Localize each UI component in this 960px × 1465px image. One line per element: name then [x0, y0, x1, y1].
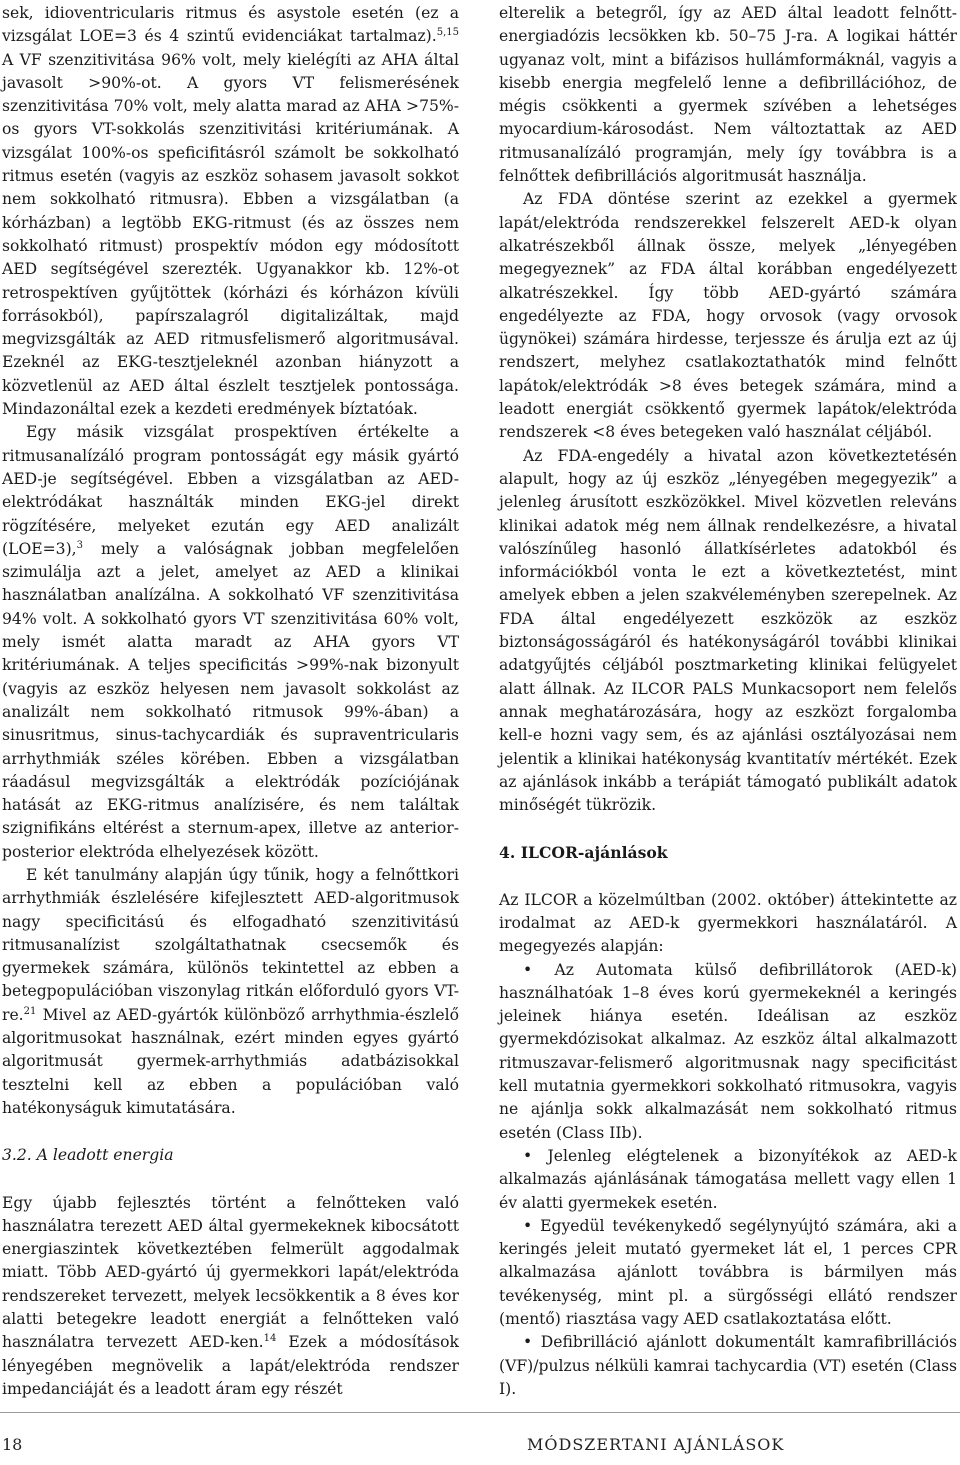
bullet-item: • Defibrilláció ajánlott dokumentált kamrafibrillációs (VF)/pulzus nélküli kamrai tachycardia (VT) esetén (Class I).	[499, 1331, 957, 1401]
bullet-icon	[523, 1333, 541, 1351]
citation-ref: 14	[263, 1333, 277, 1345]
bullet-item: • Az Automata külső defibrillátorok (AED-k) használhatóak 1–8 éves korú gyermekeknél a keringés jeleinek hiánya esetén. Ideálisan az eszköz gyermekdózisokat alkalmaz. Az eszköz által alkalmazott ritmuszavar-felismerő algoritmusnak nagy specificitást kell mutatnia gyermekkori sokkolható ritmusokra, vagyis ne ajánlja sokk alkalmazását nem sokkolható ritmus esetén (Class IIb).	[499, 959, 957, 1145]
body-paragraph: Egy másik vizsgálat prospektíven értékelte a ritmusanalízáló program pontosságát egy másik gyártó AED-je segítségével. Ebben a vizsgálatban az AED-elektródákat használták minden EKG-jel direkt rögzítésére, melyeket ezután egy AED analizált (LOE=3),$^3$ mely a valóságnak jobban megfelelően szimulálja azt a jelet, amelyet az AED a klinikai használatban analízálna. A sokkolható VF szenzitivitása 94% volt. A sokkolható gyors VT szenzitivitása 60% volt, mely ismét alatta maradt az AHA gyors VT kritériumának. A teljes specificitás >99%-nak bizonyult (vagyis az eszköz helyesen nem javasolt sokkolást az analizált nem sokkolható ritmusok 99%-ában) a sinusritmus, sinus-tachycardiák és supraventricularis arrhythmiák széles körében. Ebben a vizsgálatban ráadásul megvizsgálták a elektródák pozíciójának hatását az EKG-ritmus analízisére, és nem találtak szignifikáns eltérést a sternum-apex, illetve az anterior-posterior elektróda elhelyezések között.	[2, 423, 459, 861]
body-paragraph: sek, idioventricularis ritmus és asystole esetén (ez a vizsgálat LOE=3 és 4 szintű evidenciákat tartalmaz).$^{5,15}$ A VF szenzitivitása 96% volt, mely kielégíti az AHA által javasolt >90%-ot. A gyors VT felismerésének szenzitivitása 70% volt, mely alatta marad az AHA >75%-os gyors VT-sokkolás szenzitivitási kritériumának. A vizsgálat 100%-os speficifitásról számolt be sokkolható ritmus esetén (vagyis az eszköz sohasem javasolt sokkot nem sokkolható ritmusra). Ebben a vizsgálatban (a kórházban) a legtöbb EKG-ritmust (és az összes nem sokkolható ritmust) prospektív módon egy módosított AED segítségével szerezték. Ugyanakkor kb. 12%-ot retrospektíven gyűjtöttek (kórházi és kórházon kívüli forrásokból), papírszalagról digitalizáltak, majd megvizsgálták az AED ritmusfelismerő algoritmusával. Ezeknél az EKG-tesztjeleknél azonban hiányzott a közvetlenül az AED által észlelt tesztjelek pontossága. Mindazonáltal ezek a kezdeti eredmények bíztatóak.	[2, 4, 459, 419]
running-title: MÓDSZERTANI AJÁNLÁSOK	[527, 1435, 785, 1454]
section-heading-3-2: 3.2. A leadott energia	[2, 1146, 174, 1165]
body-paragraph: Egy újabb fejlesztés történt a felnőtteken való használatra terezett AED által gyermekeknek kibocsátott energiaszintek következtében felmerült aggodalmak miatt. Több AED-gyártó új gyermekkori lapát/elektróda rendszereket tervezett, melyek lecsökkentik a 8 éves kor alatti betegekre leadott energiát a felnőtteken való használatra tervezett AED-ken.$^{14}$ Ezek a módosítások lényegében megnövelik a lapát/elektróda rendszer impedanciáját és a leadott áram egy részét	[2, 1193, 459, 1398]
body-paragraph: Az FDA döntése szerint az ezekkel a gyermek lapát/elektróda rendszerekkel felszerelt AED-k olyan alkatrészekből állnak össze, melyek „lényegében megegyeznek” az FDA által korábban engedélyezett alkatrészekkel. Így több AED-gyártó számára engedélyezte az FDA, hogy orvosok (vagy orvosok ügynökei) számára hirdesse, terjessze és árulja ezt az új rendszert, melyhez csatlakoztathatók mind felnőtt lapátok/elektródák >8 éves betegek számára, mind a leadott energiát csökkentő gyermek lapátok/elektróda rendszerek <8 éves betegeken való használat céljából.	[499, 190, 957, 442]
body-paragraph: E két tanulmány alapján úgy tűnik, hogy a felnőttkori arrhythmiák észlelésére kifejlesztett AED-algoritmusok nagy specificitású és elfogadható szenzitivitású ritmusanalízist szolgáltathatnak csecsemők és gyermekek számára, különös tekintettel az ebben a betegpopulációban viszonylag ritkán előforduló gyors VT-re.$^{21}$ Mivel az AED-gyártók különböző arrhythmia-észlelő algoritmusokat használnak, ezért minden egyes gyártó algoritmusát gyermek-arrhythmiás adatbázisokkal tesztelni kell az ebben a populációban való hatékonyságuk kimutatására.	[2, 865, 459, 1117]
bullet-icon	[523, 961, 554, 979]
section-heading-4: 4. ILCOR-ajánlások	[499, 843, 668, 863]
body-paragraph: Az FDA-engedély a hivatal azon következtetésén alapult, hogy az új eszköz „lényegében megegyezik” a jelenleg árusított eszközökkel. Mivel közvetlen releváns klinikai adatok még nem állnak rendelkezésre, a hivatal valószínűleg hasonló állatkísérletes adatokból és információkból vonta le ezt a következtetést, mint amelyek ebben a jelen szakvéleményben szerepelnek. Az FDA által engedélyezett eszközök az eszköz biztonságosságáról és hatékonyságáról további klinikai adatgyűjtés céljából posztmarketing klinikai felügyelet alatt állnak. Az ILCOR PALS Munkacsoport nem felelős annak meghatározására, hogy az eszközt forgalomba kell-e hozni vagy sem, és az ajánlási osztályozásai nem jelentik a klinikai hatékonyság kvantitatív mértékét. Ezek az ajánlások inkább a terápiát támogató publikált adatok minőségét tükrözik.	[499, 446, 957, 815]
page-number: 18	[2, 1435, 23, 1454]
bullet-icon	[523, 1217, 540, 1235]
bullet-icon	[523, 1147, 548, 1165]
citation-ref: 3	[76, 539, 84, 551]
citation-ref: 5,15	[436, 27, 459, 39]
body-paragraph: elterelik a betegről, így az AED által leadott felnőtt-energiadózis lecsökken kb. 50–75 J-ra. A logikai háttér ugyanaz volt, mint a bifázisos hullámformáknál, vagyis a kisebb energia megfelelő lenne a defibrillációhoz, de mégis csökkenti a gyermek szívében a lehetséges myocardium-károsodást. Nem változtattak az AED ritmusanalízáló programján, mely így továbbra is a felnőttek defibrillációs algoritmusát használja.	[499, 4, 957, 186]
bullet-item: • Jelenleg elégtelenek a bizonyítékok az AED-k alkalmazás ajánlásának támogatása mellett vagy ellen 1 év alatti gyermekek esetén.	[499, 1145, 957, 1215]
bullet-item: • Egyedül tevékenykedő segélynyújtó számára, aki a keringés jeleit mutató gyermeket lát el, 1 perces CPR alkalmazása ajánlott továbbra is bármilyen más tevékenység, mint pl. a sürgősségi ellátó rendszer (mentő) riasztása vagy AED csatlakoztatása előtt.	[499, 1215, 957, 1331]
citation-ref: 21	[23, 1005, 37, 1017]
body-paragraph: Az ILCOR a közelmúltban (2002. október) áttekintette az irodalmat az AED-k gyermekkori használatáról. A megegyezés alapján:	[499, 890, 957, 956]
right-column	[499, 2, 957, 1401]
left-column	[2, 2, 459, 1401]
footer-divider	[0, 1412, 960, 1413]
